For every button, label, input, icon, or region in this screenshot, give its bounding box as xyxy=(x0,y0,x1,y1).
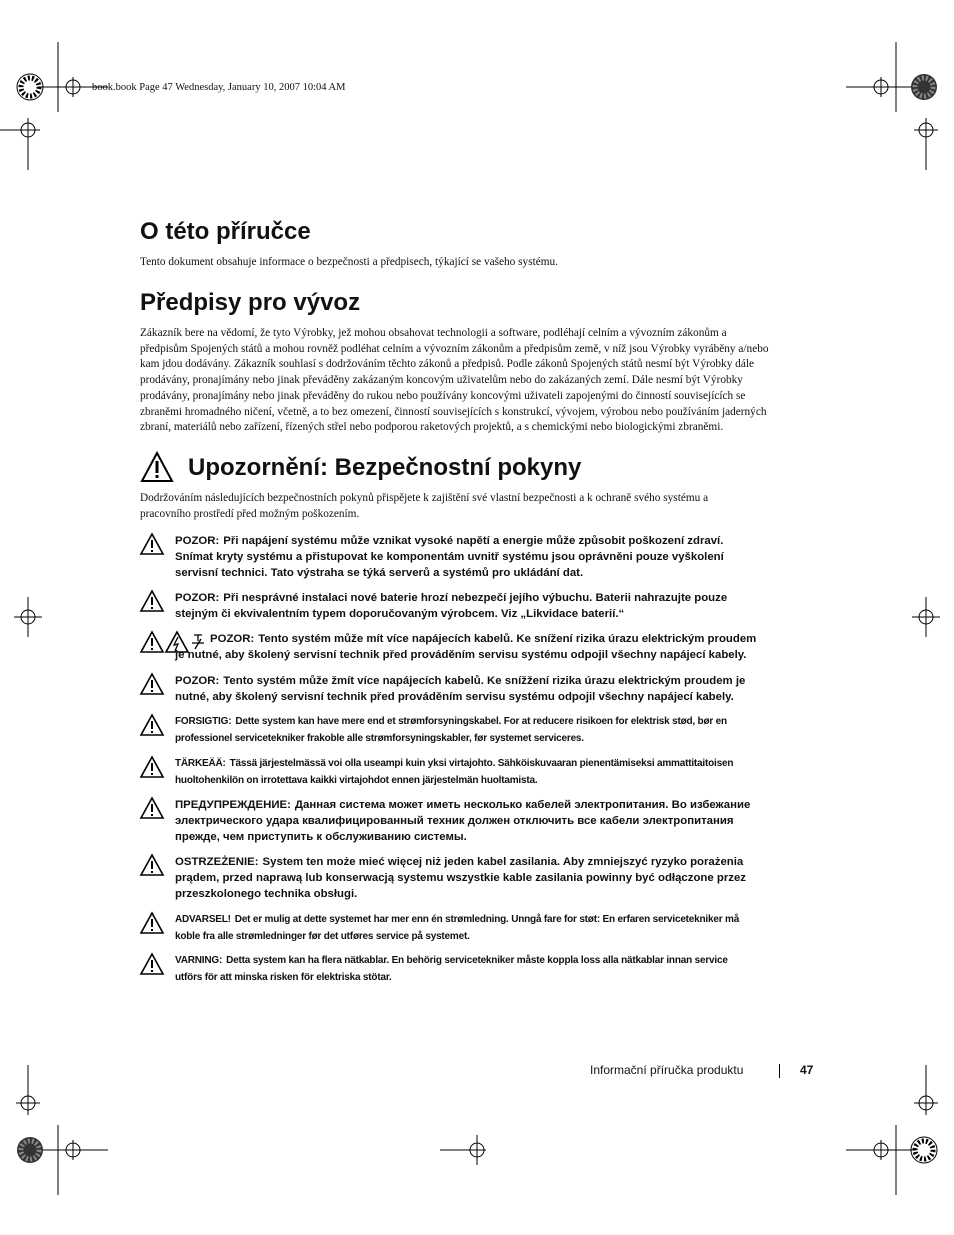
caution-icon xyxy=(140,714,164,736)
warning-item: POZOR: Při napájení systému může vznikat vysoké napětí a energie může způsobit poškození zdraví. Snímat kryty systému a přistupovat ke komponentám uvnitř systému jsou oprávněni pouze vyškolení servisní technici. Tato výstraha se týká serverů a systémů pro ukládání dat. xyxy=(140,533,815,582)
warning-item: POZOR: Tento systém může žmít více napájecích kabelů. Ke snížžení rizika úrazu elektrickým proudem je nutné, aby školený servisní technik před prováděním servisu systému odpojil všechny napájecí kabely. xyxy=(140,673,815,705)
warning-item: POZOR: Tento systém může mít více napájecích kabelů. Ke snížení rizika úrazu elektrickým proudem je nutné, aby školený servisní technik před prováděním servisu systému odpojil všechny napájecí kabely. xyxy=(140,631,815,663)
safety-intro: Dodržováním následujících bezpečnostních pokynů přispějete k zajištění své vlastní bezpečnosti a k ochraně svého systému a pracovního prostředí před možným poškozením. xyxy=(140,492,709,520)
caution-icon xyxy=(140,953,164,975)
caution-electric-icon xyxy=(140,631,210,653)
warning-item: OSTRZEŻENIE: System ten może mieć więcej niż jeden kabel zasilania. Aby zmniejszyć ryzyko porażenia prądem, przed naprawą lub konserwacją systemu wszystkie kable zasilania powinny być odłączone przez przeszkolonego technika obsługi. xyxy=(140,854,815,903)
section-title-safety: Upozornění: Bezpečnostní pokyny xyxy=(188,454,582,481)
footer-divider xyxy=(779,1064,780,1078)
warning-triangle-icon xyxy=(140,451,174,483)
warning-item: ADVARSEL! Det er mulig at dette systemet har mer enn én strømledning. Unngå fare for støt: En erfaren servicetekniker må koble fra alle strømledninger før det utføres service på systemet. xyxy=(140,912,815,945)
caution-icon xyxy=(140,912,164,934)
caution-icon xyxy=(140,797,164,819)
caution-icon xyxy=(140,756,164,778)
warning-item: TÄRKEÄÄ: Tässä järjestelmässä voi olla useampi kuin yksi virtajohto. Sähköiskuvaaran pienentämiseksi ammattitaitoisen huoltohenkilön on irrotettava kaikki virtajohdot ennen järjestelmän huoltamista. xyxy=(140,756,815,789)
running-head: book.book Page 47 Wednesday, January 10, 2007 10:04 AM xyxy=(92,82,346,93)
export-paragraph: Zákazník bere na vědomí, že tyto Výrobky, jež mohou obsahovat technologii a software, podléhají celním a vývozním zákonům a předpisům Spojených států a mohou rovněž podléhat celním a vývozním zákonům a předpisům země, v níž jsou Výrobky vyráběny a/nebo kam jdou dodávány. Zákazník souhlasí s dodržováním těchto zákonů a předpisů. Podle zákonů Spojených států nesmí být Výrobky dále prodávány, pronajímány nebo jinak převáděny zakázaným koncovým uživatelům nebo do zakázaných zemí. Dále nesmí být Výrobky prodávány, pronajímány nebo jinak převáděny do rukou nebo používány koncovými uživateli zapojenými do činností souvisejících se zbraněmi hromadného ničení, včetně, a to bez omezení, činností souvisejících s konstrukcí, vývojem, výrobou nebo používáním jaderných zbraní, materiálů nebo zařízení, řízených střel nebo podporou raketových projektů, a s chemickými nebo biologickými zbraněmi. xyxy=(140,327,769,434)
warning-item: FORSIGTIG: Dette system kan have mere end et strømforsyningskabel. For at reducere risikoen for elektrisk stød, bør en professionel servicetekniker frakoble alle strømforsyningskabler, før systemet serviceres. xyxy=(140,714,815,747)
warning-item: ПРЕДУПРЕЖДЕНИЕ: Данная система может иметь несколько кабелей электропитания. Во избежание электрического удара квалифицированный техник должен отключить все кабели электропитания прежде, чем приступить к обслуживанию системы. xyxy=(140,797,815,846)
warning-item: POZOR: Při nesprávné instalaci nové baterie hrozí nebezpečí jejího výbuchu. Baterii nahrazujte pouze stejným či ekvivalentním typem doporučovaným výrobcem. Viz „Likvidace baterií.“ xyxy=(140,590,815,622)
warning-item: VARNING: Detta system kan ha flera nätkablar. En behörig servicetekniker måste koppla loss alla nätkablar innan service utförs för att minska risken för elektriska stötar. xyxy=(140,953,815,986)
page-number: 47 xyxy=(800,1063,814,1077)
section-title-about: O této příručce xyxy=(140,218,311,245)
caution-icon xyxy=(140,673,164,695)
caution-icon xyxy=(140,590,164,612)
caution-icon xyxy=(140,854,164,876)
section-title-export: Předpisy pro vývoz xyxy=(140,289,361,316)
section-text-about: Tento dokument obsahuje informace o bezpečnosti a předpisech, týkající se vašeho systému. xyxy=(140,256,559,268)
footer-title: Informační příručka produktu xyxy=(590,1063,744,1077)
caution-icon xyxy=(140,533,164,555)
